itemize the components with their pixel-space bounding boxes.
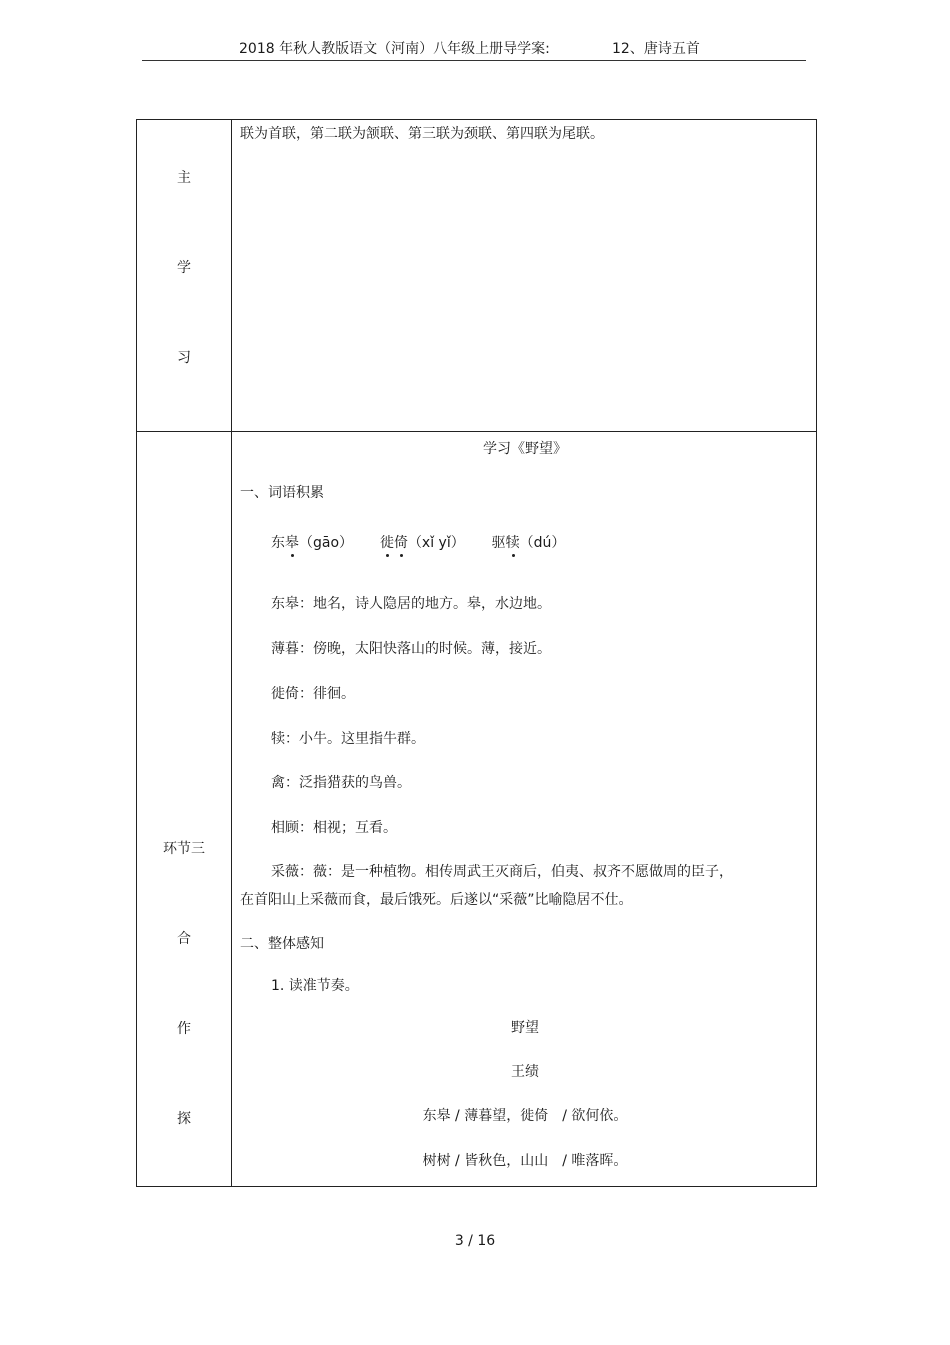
definition-5: 禽：泛指猎获的鸟兽。: [271, 775, 411, 791]
pinyin-reading: （gāo）: [299, 535, 354, 551]
header-lesson-title: 12、唐诗五首: [612, 41, 700, 57]
pinyin-char: 徙: [379, 535, 394, 551]
pinyin-reading: （dú）: [519, 535, 566, 551]
side-label-4: 探: [177, 1111, 191, 1127]
poem-line-1: 东皋 / 薄暮望，徙倚 / 欲何依。: [422, 1108, 628, 1124]
side-label-top-1: 主: [177, 170, 191, 186]
pinyin-char: 倚: [393, 535, 408, 551]
pinyin-word: [380, 535, 408, 551]
definition-6: 相顾：相视；互看。: [271, 820, 397, 836]
top-cell-text: 联为首联，第二联为颔联、第三联为颈联、第四联为尾联。: [240, 126, 604, 142]
side-label-top-2: 学: [177, 260, 191, 276]
section-title: 学习《野望》: [483, 441, 567, 457]
definition-caiwei-line2: 在首阳山上采薇而食，最后饿死。后遂以“采薇”比喻隐居不仕。: [240, 892, 633, 908]
definition-1: 东皋：地名，诗人隐居的地方。皋，水边地。: [271, 596, 551, 612]
poem-line-2: 树树 / 皆秋色，山山 / 唯落晖。: [422, 1153, 628, 1169]
pinyin-char: 犊: [505, 535, 520, 551]
pinyin-word: [492, 535, 520, 551]
pinyin-item-3: [492, 535, 566, 551]
pinyin-reading: （xǐ yǐ）: [407, 535, 465, 551]
pinyin-item-2: [380, 535, 465, 551]
side-label-stage: 环节三: [163, 841, 205, 857]
pinyin-char: 皋: [285, 535, 299, 551]
pinyin-word: [271, 535, 299, 551]
pinyin-char: 东: [271, 535, 285, 551]
definition-2: 薄暮：傍晚，太阳快落山的时候。薄，接近。: [271, 641, 551, 657]
pinyin-row: [271, 532, 565, 552]
task-read-rhythm: 1. 读准节奏。: [271, 978, 359, 994]
definition-caiwei-line1: 采薇：薇：是一种植物。相传周武王灭商后，伯夷、叔齐不愿做周的臣子，: [271, 864, 733, 880]
definition-4: 犊：小牛。这里指牛群。: [271, 731, 425, 747]
pinyin-item-1: [271, 535, 353, 551]
pinyin-char: 驱: [491, 535, 506, 551]
side-label-3: 作: [177, 1021, 191, 1037]
heading-overall: 二、整体感知: [240, 936, 324, 952]
page-number: 3 / 16: [454, 1233, 496, 1249]
row-divider: [137, 431, 816, 432]
side-label-2: 合: [177, 931, 191, 947]
definition-3: 徙倚：徘徊。: [271, 686, 355, 702]
study-table: [136, 119, 817, 1187]
poem-title: 野望: [511, 1020, 539, 1036]
header-course-title: 2018 年秋人教版语文（河南）八年级上册导学案:: [239, 41, 550, 57]
side-label-top-3: 习: [177, 350, 191, 366]
heading-vocabulary: 一、词语积累: [240, 485, 324, 501]
poem-author: 王绩: [511, 1064, 539, 1080]
page-header: [142, 36, 806, 61]
